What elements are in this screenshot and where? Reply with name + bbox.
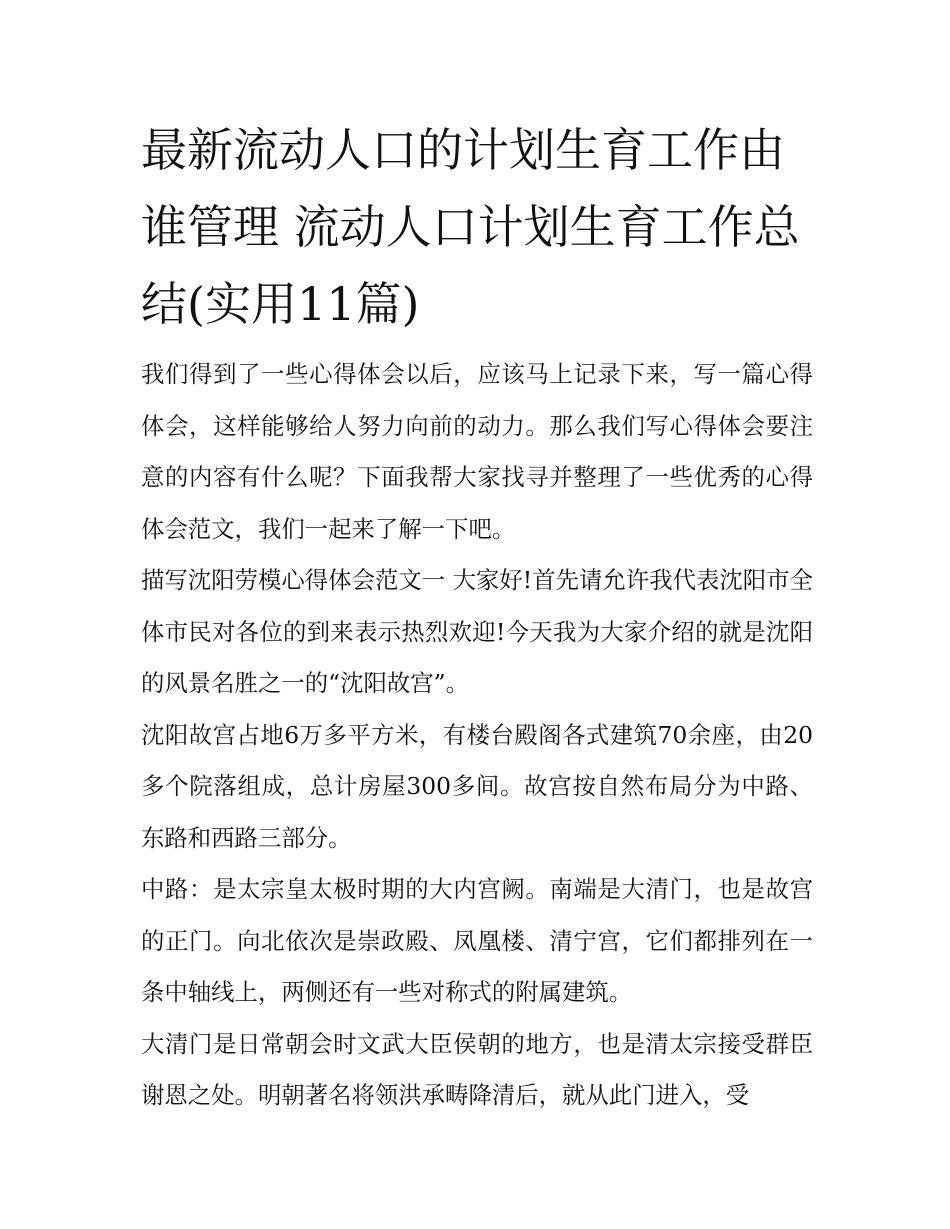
document-body [141, 112, 813, 1122]
paragraph-daqing-gate: 大清门是日常朝会时文武大臣侯朝的地方，也是清太宗接受群臣谢恩之处。明朝著名将领洪承畴降清后，就从此门进入，受 [141, 1029, 813, 1109]
paragraph-intro: 我们得到了一些心得体会以后，应该马上记录下来，写一篇心得体会，这样能够给人努力向前的动力。那么我们写心得体会要注意的内容有什么呢？下面我帮大家找寻并整理了一些优秀的心得体会范文，我们一起来了解一下吧。 [141, 360, 813, 543]
paragraph-palace-overview: 沈阳故宫占地6万多平方米，有楼台殿阁各式建筑70余座，由20多个院落组成，总计房屋300多间。故宫按自然布局分为中路、东路和西路三部分。 [141, 720, 813, 852]
document-title: 最新流动人口的计划生育工作由谁管理 流动人口计划生育工作总结(实用11篇) [141, 123, 800, 331]
paragraph-middle-route: 中路：是太宗皇太极时期的大内宫阙。南端是大清门，也是故宫的正门。向北依次是崇政殿、凤凰楼、清宁宫，它们都排列在一条中轴线上，两侧还有一些对称式的附属建筑。 [141, 875, 813, 1006]
paragraph-welcome: 描写沈阳劳模心得体会范文一 大家好!首先请允许我代表沈阳市全体市民对各位的到来表示热烈欢迎!今天我为大家介绍的就是沈阳的风景名胜之一的“沈阳故宫”。 [141, 566, 813, 697]
